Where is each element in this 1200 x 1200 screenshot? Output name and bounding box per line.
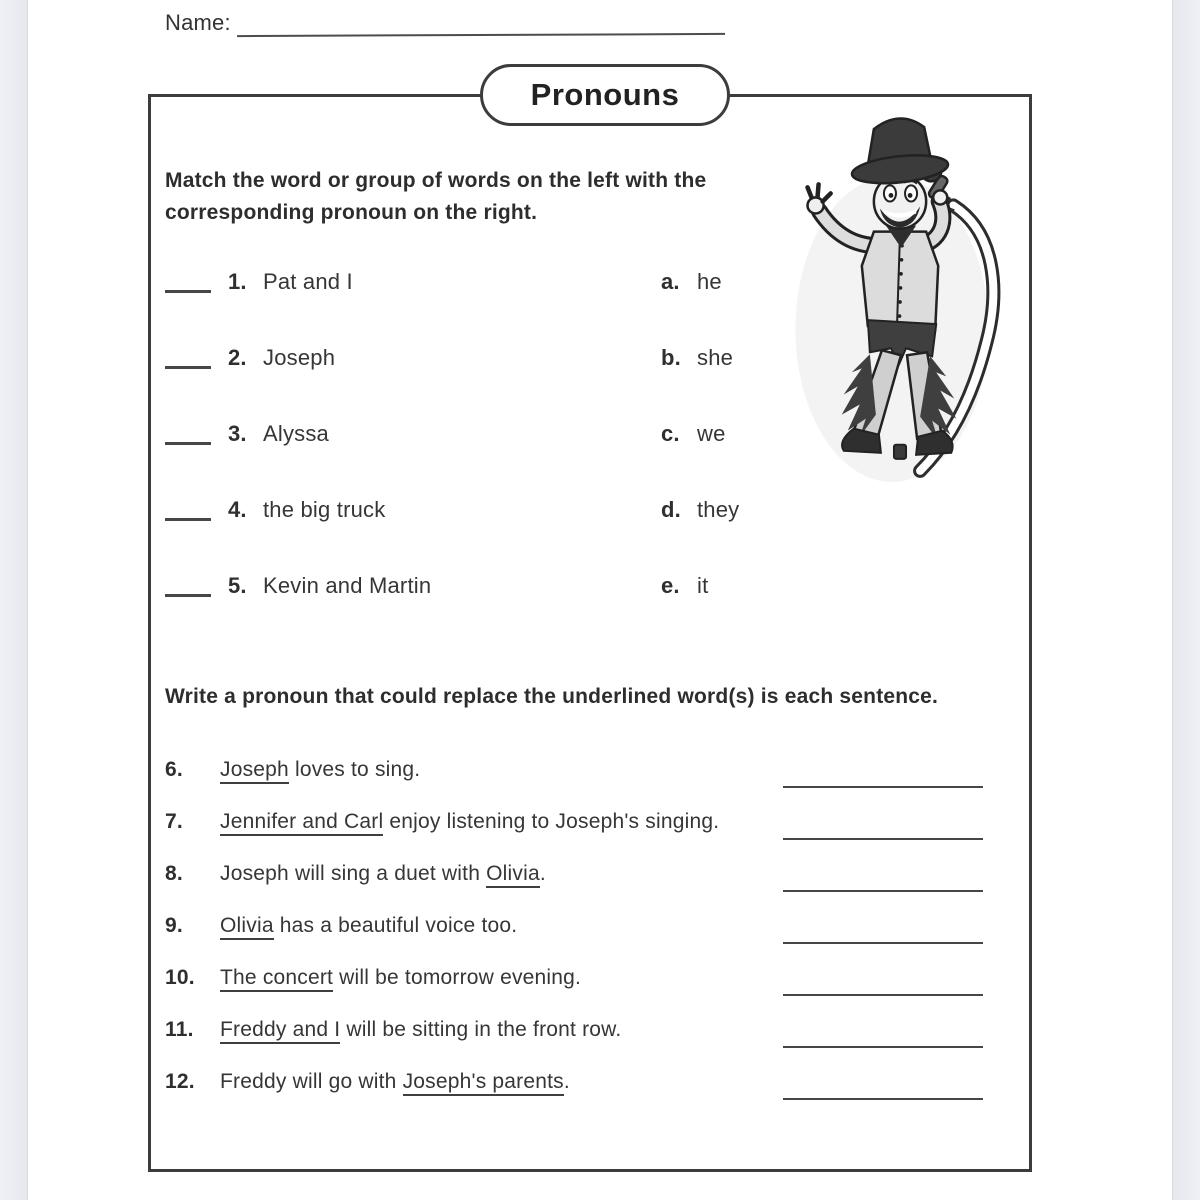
sentence-number: 6. — [165, 758, 183, 781]
underlined-phrase: Joseph's parents — [403, 1070, 564, 1096]
match-answer-blank — [165, 345, 211, 369]
sentence-text — [220, 1018, 783, 1042]
sentence-post: has a beautiful voice too. — [273, 914, 518, 937]
matching-instructions: Match the word or group of words on the left with the corresponding pronoun on the right. — [165, 169, 707, 224]
match-item-number: 1. — [228, 269, 247, 294]
sentence-row — [165, 966, 983, 1018]
underlined-phrase: The concert — [220, 966, 333, 992]
match-row — [165, 269, 775, 345]
sentence-text — [220, 810, 783, 834]
underlined-phrase: Freddy and I — [220, 1018, 340, 1044]
underlined-phrase: Jennifer and Carl — [220, 810, 383, 836]
sentence-pre: Joseph will sing a duet with — [220, 862, 487, 885]
name-blank-line — [237, 9, 725, 37]
pronoun-option-letter: d. — [661, 497, 681, 522]
sentence-number: 10. — [165, 966, 195, 989]
sentence-number: 7. — [165, 810, 183, 833]
sentence-post: . — [563, 1070, 570, 1093]
worksheet-title: Pronouns — [530, 77, 680, 112]
sentence-text — [220, 914, 783, 938]
answer-blank — [783, 942, 983, 944]
match-item-number: 4. — [228, 497, 247, 522]
writing-instructions: Write a pronoun that could replace the underlined word(s) is each sentence. — [165, 685, 939, 708]
page-margin-right — [1172, 0, 1200, 1200]
match-item-text: Joseph — [263, 345, 336, 370]
underlined-phrase: Olivia — [220, 914, 274, 940]
worksheet-title-badge — [480, 64, 730, 126]
pronoun-option-text: it — [697, 573, 709, 598]
pronoun-option-letter: b. — [661, 345, 681, 370]
sentence-row — [165, 810, 983, 862]
answer-blank — [783, 838, 983, 840]
answer-blank — [783, 786, 983, 788]
pronoun-option-text: she — [697, 345, 734, 370]
match-item-text: Kevin and Martin — [263, 573, 432, 598]
pronoun-option-text: he — [697, 269, 722, 294]
match-answer-blank — [165, 573, 211, 597]
match-item-text: the big truck — [263, 497, 386, 522]
answer-blank — [783, 1098, 983, 1100]
match-row — [165, 573, 775, 649]
answer-blank — [783, 994, 983, 996]
match-item-text: Pat and I — [263, 269, 353, 294]
sentence-number: 11. — [165, 1018, 194, 1041]
pronoun-option-text: they — [697, 497, 740, 522]
sentence-row — [165, 758, 983, 810]
sentence-text — [220, 1070, 783, 1094]
sentence-post: will be sitting in the front row. — [340, 1018, 622, 1041]
pronoun-option-text: we — [697, 421, 726, 446]
pronoun-option-letter: c. — [661, 421, 680, 446]
sentence-text — [220, 758, 783, 782]
pronoun-option-letter: e. — [661, 573, 680, 598]
sentence-number: 8. — [165, 862, 183, 885]
match-item-number: 2. — [228, 345, 247, 370]
sentence-post: . — [539, 862, 546, 885]
answer-blank — [783, 890, 983, 892]
sentence-post: will be tomorrow evening. — [333, 966, 582, 989]
match-row — [165, 345, 775, 421]
sentence-row — [165, 1018, 983, 1070]
sentence-list — [165, 758, 983, 1122]
name-field — [165, 10, 725, 36]
match-item-number: 3. — [228, 421, 247, 446]
sentence-number: 9. — [165, 914, 183, 937]
singing-cowboy-illustration — [787, 113, 1009, 495]
match-answer-blank — [165, 421, 211, 445]
sentence-row — [165, 862, 983, 914]
match-item-number: 5. — [228, 573, 247, 598]
underlined-phrase: Olivia — [486, 862, 540, 888]
sentence-row — [165, 1070, 983, 1122]
sentence-post: enjoy listening to Joseph's singing. — [383, 810, 720, 833]
sentence-number: 12. — [165, 1070, 195, 1093]
name-label: Name: — [165, 10, 231, 35]
pronoun-option-letter: a. — [661, 269, 680, 294]
worksheet-frame — [148, 94, 1032, 1172]
match-row — [165, 497, 775, 573]
sentence-text — [220, 966, 783, 990]
answer-blank — [783, 1046, 983, 1048]
match-row — [165, 421, 775, 497]
match-item-text: Alyssa — [263, 421, 329, 446]
matching-list — [165, 269, 775, 649]
match-answer-blank — [165, 269, 211, 293]
underlined-phrase: Joseph — [220, 758, 289, 784]
sentence-pre: Freddy will go with — [220, 1070, 403, 1093]
match-answer-blank — [165, 497, 211, 521]
sentence-text — [220, 862, 783, 886]
sentence-row — [165, 914, 983, 966]
sentence-post: loves to sing. — [288, 758, 421, 781]
page-margin-left — [0, 0, 28, 1200]
